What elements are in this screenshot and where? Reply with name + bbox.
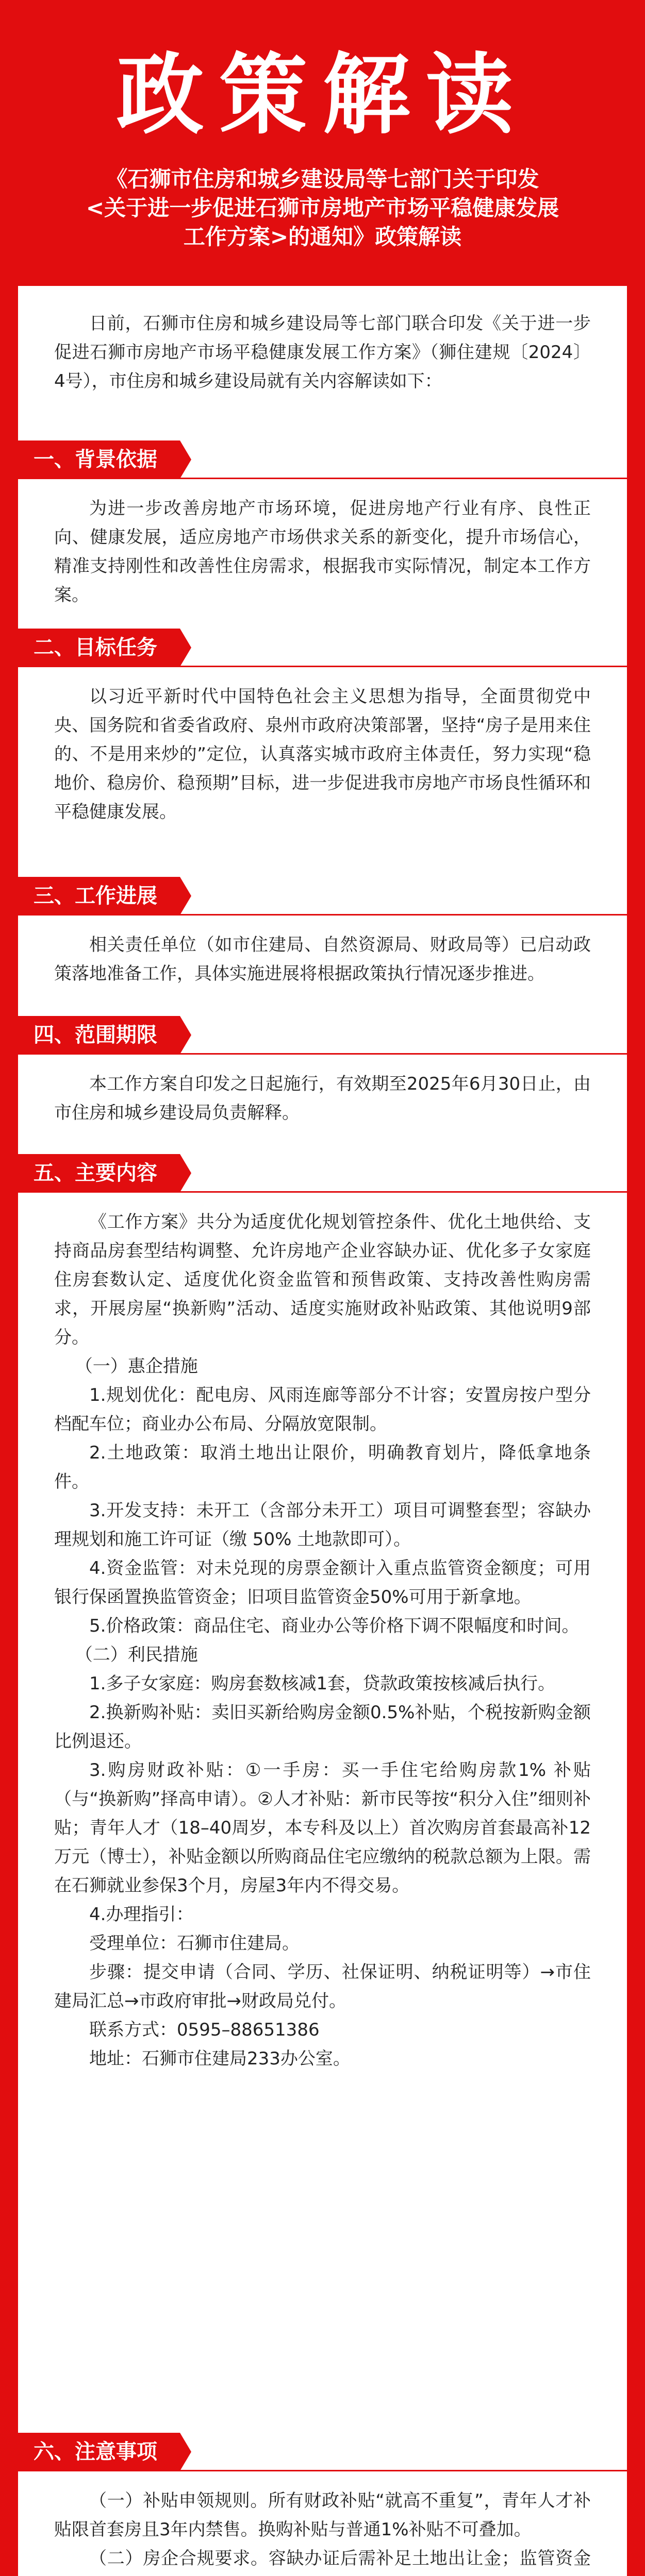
section-paragraph: 3.开发支持：未开工（含部分未开工）项目可调整套型；容缺办理规划和施工许可证（缴 50% 土地款即可）。 — [54, 1500, 591, 1550]
section-main-content — [18, 1154, 627, 2073]
section-paragraph: 步骤：提交申请（合同、学历、社保证明、纳税证明等）→市住建局汇总→市政府审批→财政局兑付。 — [54, 1962, 591, 2011]
section-paragraph: 1.多子女家庭：购房套数核减1套，贷款政策按核减后执行。 — [89, 1673, 556, 1694]
section-paragraph: 本工作方案自印发之日起施行，有效期至2025年6月30日止，由市住房和城乡建设局负责解释。 — [54, 1074, 591, 1123]
section-paragraph: 2.换新购补贴：卖旧买新给购房金额0.5%补贴，个税按新购金额比例退还。 — [54, 1702, 591, 1752]
section-paragraph: （一）补贴申领规则。所有财政补贴“就高不重复”，青年人才补贴限首套房且3年内禁售。换购补贴与普通1%补贴不可叠加。 — [54, 2490, 591, 2540]
intro-block — [54, 309, 591, 396]
section-paragraph: 1.规划优化：配电房、风雨连廊等部分不计容；安置房按户型分档配车位；商业办公布局、分隔放宽限制。 — [54, 1385, 591, 1434]
contact-address: 地址：石狮市住建局233办公室。 — [89, 2048, 351, 2069]
section-heading: 五、主要内容 — [18, 1154, 180, 1192]
subsection-title: （二）利民措施 — [75, 1645, 198, 1665]
section-paragraph: 4.资金监管：对未兑现的房票金额计入重点监管资金额度；可用银行保函置换监管资金；旧项目监管资金50%可用于新拿地。 — [54, 1558, 591, 1607]
section-progress — [18, 877, 627, 988]
section-paragraph: 《工作方案》共分为适度优化规划管控条件、优化土地供给、支持商品房套型结构调整、允许房地产企业容缺办证、优化多子女家庭住房套数认定、适度优化资金监管和预售政策、支持改善性购房需求，开展房屋“换新购”活动、适度实施财政补贴政策、其他说明9部分。 — [54, 1212, 591, 1348]
section-paragraph: （二）房企合规要求。容缺办证后需补足土地出让金；监管资金 — [89, 2548, 591, 2569]
page-title: 政策解读 — [116, 44, 529, 146]
subtitle-line: 工作方案>的通知》政策解读 — [183, 224, 462, 249]
section-heading: 六、注意事项 — [18, 2433, 180, 2471]
section-paragraph: 2.土地政策：取消土地出让限价，明确教育划片，降低拿地条件。 — [54, 1443, 591, 1492]
section-heading: 一、背景依据 — [18, 440, 180, 479]
section-heading: 三、工作进展 — [18, 877, 180, 915]
section-heading: 二、目标任务 — [18, 629, 180, 667]
subsection-title: （一）惠企措施 — [75, 1356, 198, 1377]
section-paragraph: 3.购房财政补贴：①一手房：买一手住宅给购房款1% 补贴（与“换新购”择高申请）。②人才补贴：新市民等按“积分入住”细则补贴；青年人才（18–40周岁，本专科及以上）首次购房首套最高补12万元（博士），补贴金额以所购商品住宅应缴纳的税款总额为上限。需在石狮就业参保3个月，房屋3年内不得交易。 — [54, 1760, 591, 1896]
page-subtitle — [36, 165, 609, 251]
section-paragraph: 5.价格政策：商品住宅、商业办公等价格下调不限幅度和时间。 — [89, 1616, 580, 1636]
subtitle-line: <关于进一步促进石狮市房地产市场平稳健康发展 — [86, 195, 559, 221]
section-background — [18, 440, 627, 609]
subtitle-line: 《石狮市住房和城乡建设局等七部门关于印发 — [106, 166, 539, 192]
intro-paragraph: 日前，石狮市住房和城乡建设局等七部门联合印发《关于进一步促进石狮市房地产市场平稳健康发展工作方案》（狮住建规〔2024〕4号），市住房和城乡建设局就有关内容解读如下： — [54, 313, 591, 392]
section-paragraph: 4.办理指引： — [89, 1904, 194, 1925]
header — [0, 0, 645, 268]
contact-phone: 联系方式：0595–88651386 — [89, 2020, 320, 2040]
section-paragraph: 受理单位：石狮市住建局。 — [89, 1933, 300, 1954]
section-paragraph: 以习近平新时代中国特色社会主义思想为指导，全面贯彻党中央、国务院和省委省政府、泉州市政府决策部署，坚持“房子是用来住的、不是用来炒的”定位，认真落实城市政府主体责任，努力实现“稳地价、稳房价、稳预期”目标，进一步促进我市房地产市场良性循环和平稳健康发展。 — [54, 686, 591, 822]
content-panel — [18, 286, 627, 2576]
section-paragraph: 相关责任单位（如市住建局、自然资源局、财政局等）已启动政策落地准备工作，具体实施进展将根据政策执行情况逐步推进。 — [54, 935, 591, 984]
section-scope — [18, 1016, 627, 1127]
section-paragraph: 为进一步改善房地产市场环境，促进房地产行业有序、良性正向、健康发展，适应房地产市场供求关系的新变化，提升市场信心，精准支持刚性和改善性住房需求，根据我市实际情况，制定本工作方案。 — [54, 498, 591, 605]
section-notes — [18, 2433, 627, 2576]
section-goals — [18, 629, 627, 826]
section-heading: 四、范围期限 — [18, 1016, 180, 1054]
